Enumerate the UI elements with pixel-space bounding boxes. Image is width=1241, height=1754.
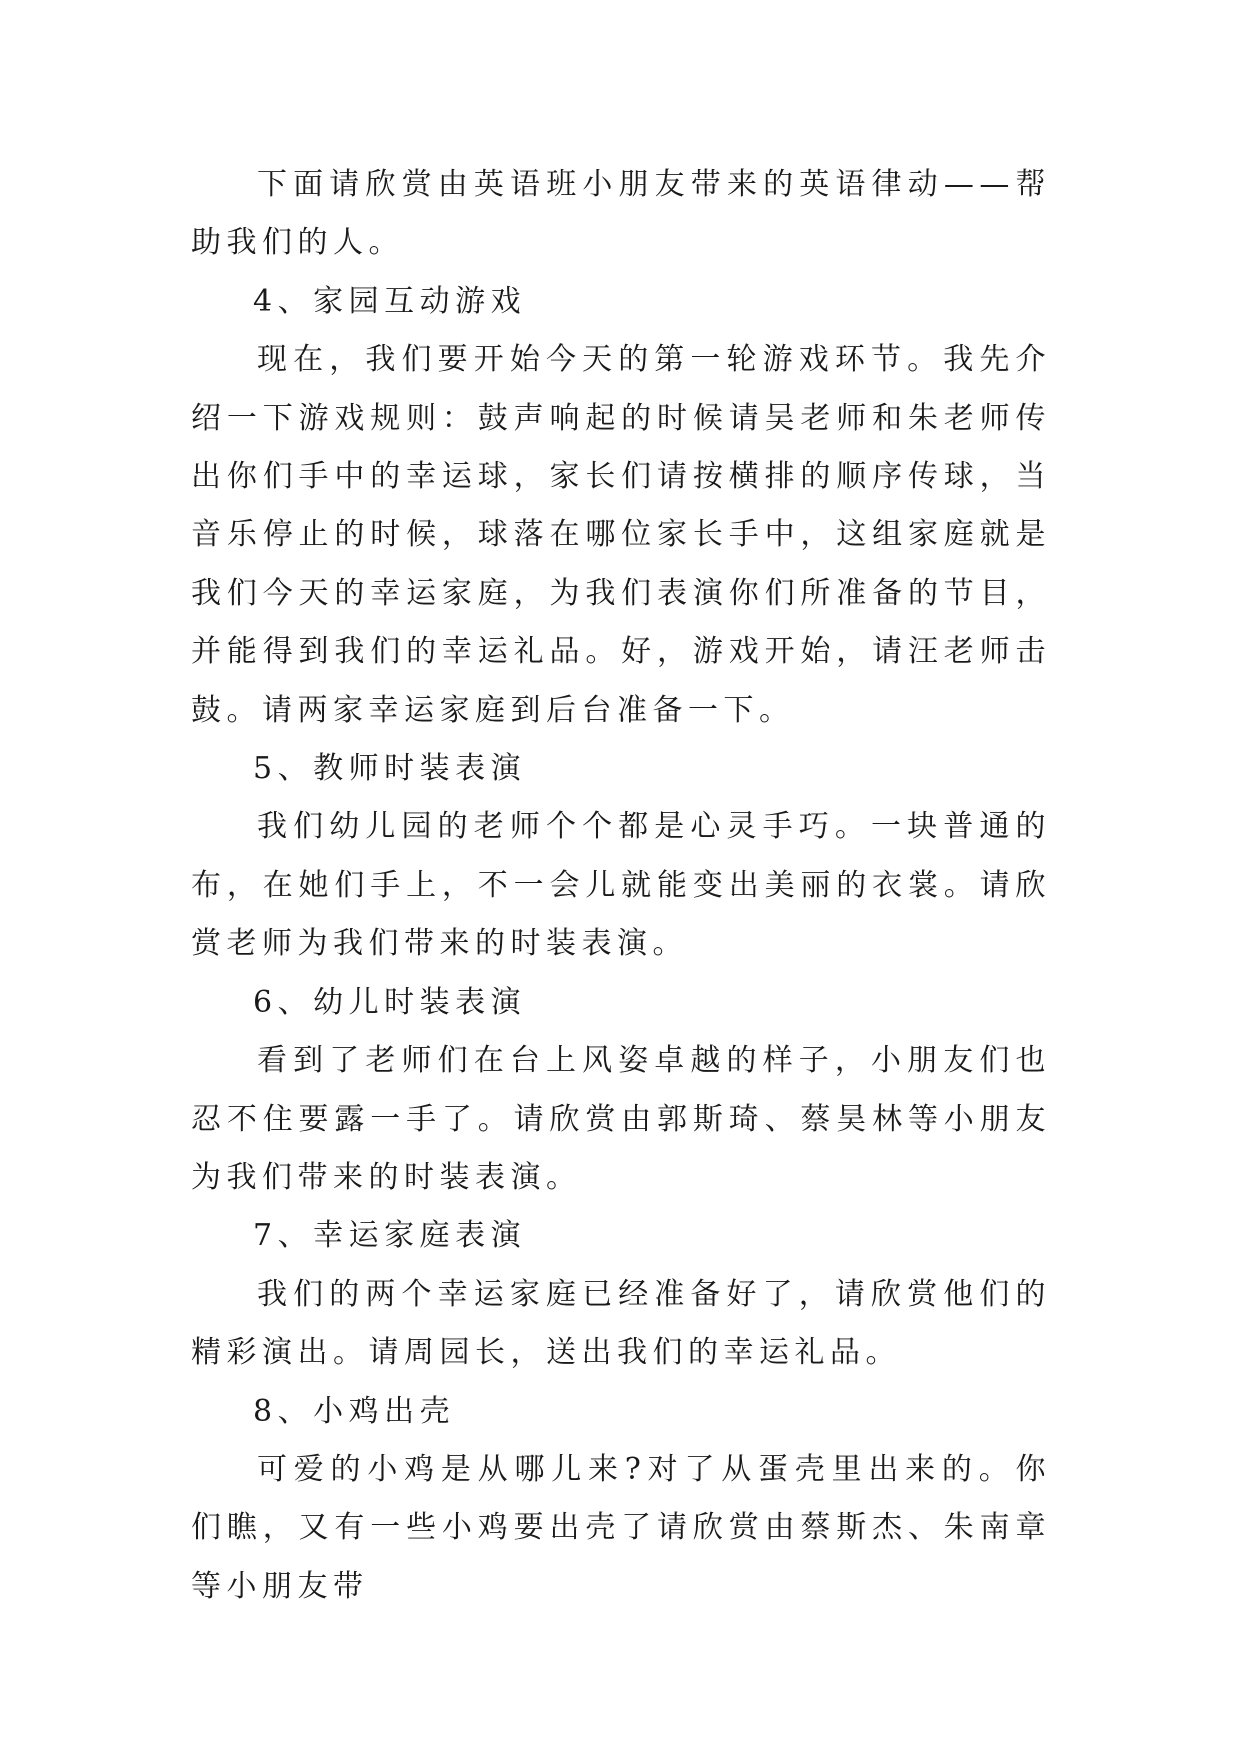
paragraph-lucky-family: 我们的两个幸运家庭已经准备好了，请欣赏他们的精彩演出。请周园长，送出我们的幸运礼品。 [191, 1276, 1051, 1371]
section-heading-6: 6、幼儿时装表演 [253, 984, 527, 1020]
paragraph-game-rules: 现在，我们要开始今天的第一轮游戏环节。我先介绍一下游戏规则：鼓声响起的时候请吴老师和朱老师传出你们手中的幸运球，家长们请按横排的顺序传球，当音乐停止的时候，球落在哪位家长手中，这组家庭就是我们今天的幸运家庭，为我们表演你们所准备的节目，并能得到我们的幸运礼品。好，游戏开始，请汪老师击鼓。请两家幸运家庭到后台准备一下。 [191, 342, 1051, 728]
paragraph-teacher-fashion: 我们幼儿园的老师个个都是心灵手巧。一块普通的布，在她们手上，不一会儿就能变出美丽的衣裳。请欣赏老师为我们带来的时装表演。 [191, 809, 1051, 962]
paragraph-chick-hatching: 可爱的小鸡是从哪儿来?对了从蛋壳里出来的。你们瞧，又有一些小鸡要出壳了请欣赏由蔡斯杰、朱南章等小朋友带 [191, 1451, 1051, 1604]
document-body [191, 156, 1051, 1616]
section-heading-4: 4、家园互动游戏 [253, 283, 527, 319]
section-heading-7: 7、幸运家庭表演 [253, 1218, 527, 1254]
section-heading-5: 5、教师时装表演 [253, 751, 527, 787]
paragraph-child-fashion: 看到了老师们在台上风姿卓越的样子，小朋友们也忍不住要露一手了。请欣赏由郭斯琦、蔡昊林等小朋友为我们带来的时装表演。 [191, 1043, 1051, 1195]
section-heading-8: 8、小鸡出壳 [253, 1393, 456, 1429]
paragraph-english-rhythm: 下面请欣赏由英语班小朋友带来的英语律动——帮助我们的人。 [191, 167, 1051, 261]
